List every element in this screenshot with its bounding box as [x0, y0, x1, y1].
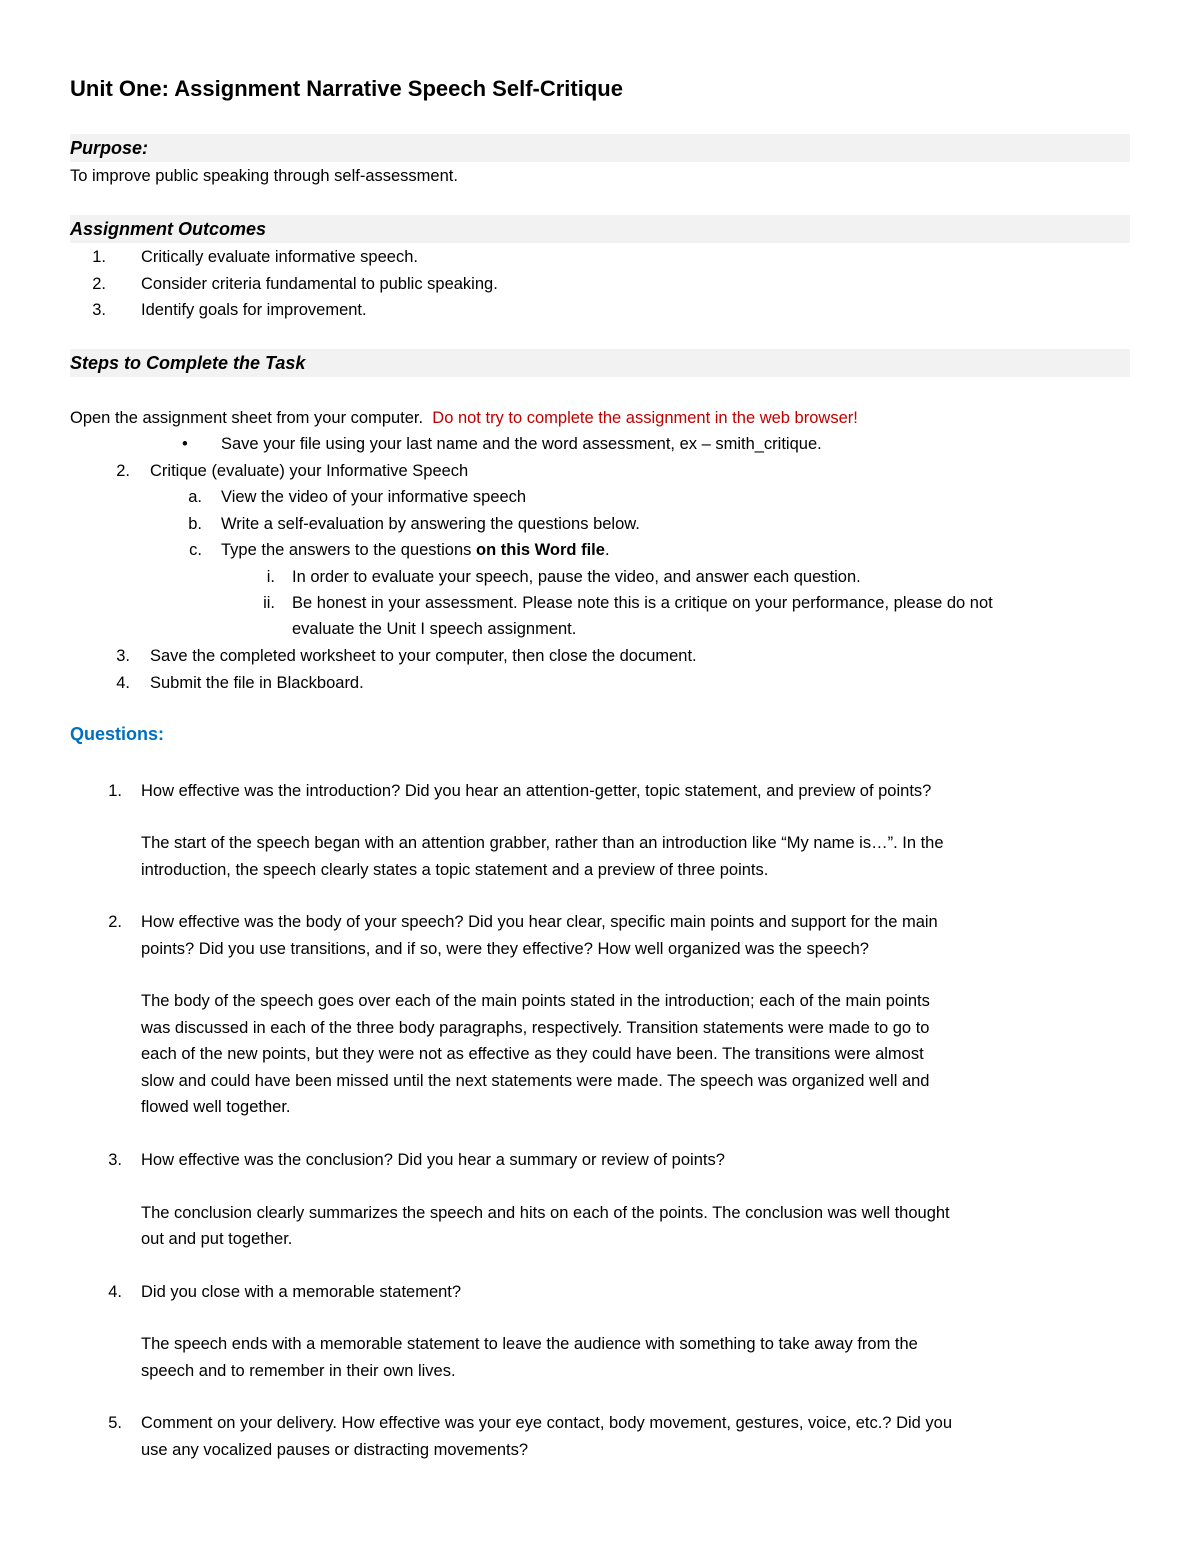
outcome-item: Identify goals for improvement.: [141, 301, 367, 319]
steps-intro-line: [70, 405, 858, 431]
substep-view-video: View the video of your informative speech: [221, 488, 527, 506]
substep-self-evaluation: Write a self-evaluation by answering the questions below.: [221, 515, 640, 533]
substep-type-answers-end: .: [604, 541, 610, 559]
bullet-icon: •: [182, 435, 188, 453]
save-file-instruction: Save your file using your last name and the word assessment, ex – smith_critique.: [221, 435, 822, 453]
answer-text: The conclusion clearly summarizes the speech and hits on each of the points. The conclusion was well thought: [141, 1204, 950, 1222]
outcome-item: Critically evaluate informative speech.: [141, 248, 418, 266]
answer-text: was discussed in each of the three body paragraphs, respectively. Transition statements were made to go to: [141, 1019, 930, 1037]
substep-type-answers-text: Type the answers to the questions: [221, 541, 476, 559]
question-text: points? Did you use transitions, and if so, were they effective? How well organized was the speech?: [141, 940, 869, 958]
answer-text: The body of the speech goes over each of the main points stated in the introduction; each of the main points: [141, 992, 930, 1010]
steps-heading-band: [70, 349, 1130, 377]
question-number: 4.: [108, 1283, 122, 1301]
question-text: How effective was the body of your speech? Did you hear clear, specific main points and support for the main: [141, 913, 938, 931]
substep-be-honest-line1: Be honest in your assessment. Please note this is a critique on your performance, please do not: [292, 594, 993, 612]
answer-text: The speech ends with a memorable statement to leave the audience with something to take away from the: [141, 1335, 918, 1353]
question-text: use any vocalized pauses or distracting movements?: [141, 1441, 529, 1459]
word-file-emphasis: on this Word file: [476, 541, 605, 559]
step-number: 3.: [116, 647, 130, 665]
answer-text: out and put together.: [141, 1230, 293, 1248]
substep-letter: a.: [188, 488, 202, 506]
answer-text: flowed well together.: [141, 1098, 291, 1116]
outcome-number: 1.: [92, 248, 106, 266]
step-save-worksheet: Save the completed worksheet to your computer, then close the document.: [150, 647, 697, 665]
steps-heading: Steps to Complete the Task: [70, 353, 306, 373]
question-number: 2.: [108, 913, 122, 931]
step-submit-file: Submit the file in Blackboard.: [150, 674, 364, 692]
substep-pause-video: In order to evaluate your speech, pause the video, and answer each question.: [292, 568, 861, 586]
purpose-heading: Purpose:: [70, 138, 149, 158]
outcome-number: 3.: [92, 301, 106, 319]
answer-text: each of the new points, but they were not as effective as they could have been. The transitions were almost: [141, 1045, 924, 1063]
substep-be-honest-line2: evaluate the Unit I speech assignment.: [292, 620, 577, 638]
step-number: 4.: [116, 674, 130, 692]
question-text: How effective was the introduction? Did you hear an attention-getter, topic statement, and preview of points?: [141, 782, 932, 800]
question-text: Comment on your delivery. How effective was your eye contact, body movement, gestures, voice, etc.? Did you: [141, 1414, 953, 1432]
question-text: How effective was the conclusion? Did you hear a summary or review of points?: [141, 1151, 725, 1169]
questions-heading: Questions:: [70, 724, 165, 744]
document-title: Unit One: Assignment Narrative Speech Self-Critique: [70, 76, 623, 101]
step-critique: Critique (evaluate) your Informative Speech: [150, 462, 469, 480]
answer-text: slow and could have been missed until the next statements were made. The speech was organized well and: [141, 1072, 930, 1090]
steps-intro: Open the assignment sheet from your computer.: [70, 409, 424, 427]
substep-letter: b.: [188, 515, 202, 533]
answer-text: introduction, the speech clearly states a topic statement and a preview of three points.: [141, 861, 769, 879]
outcome-number: 2.: [92, 275, 106, 293]
question-number: 1.: [108, 782, 122, 800]
question-number: 3.: [108, 1151, 122, 1169]
answer-text: The start of the speech began with an attention grabber, rather than an introduction like “My name is…”. In the: [141, 834, 944, 852]
purpose-heading-band: [70, 134, 1130, 162]
question-number: 5.: [108, 1414, 122, 1432]
answer-text: speech and to remember in their own lives.: [141, 1362, 456, 1380]
purpose-text: To improve public speaking through self-assessment.: [70, 167, 458, 185]
outcome-item: Consider criteria fundamental to public speaking.: [141, 275, 498, 293]
step-number: 2.: [116, 462, 130, 480]
browser-warning: Do not try to complete the assignment in the web browser!: [432, 409, 858, 427]
outcomes-heading: Assignment Outcomes: [70, 219, 267, 239]
substep-roman: i.: [266, 568, 275, 586]
outcomes-heading-band: [70, 215, 1130, 243]
question-text: Did you close with a memorable statement?: [141, 1283, 462, 1301]
substep-letter: c.: [189, 541, 202, 559]
substep-type-answers: [221, 537, 610, 563]
substep-roman: ii.: [263, 594, 275, 612]
